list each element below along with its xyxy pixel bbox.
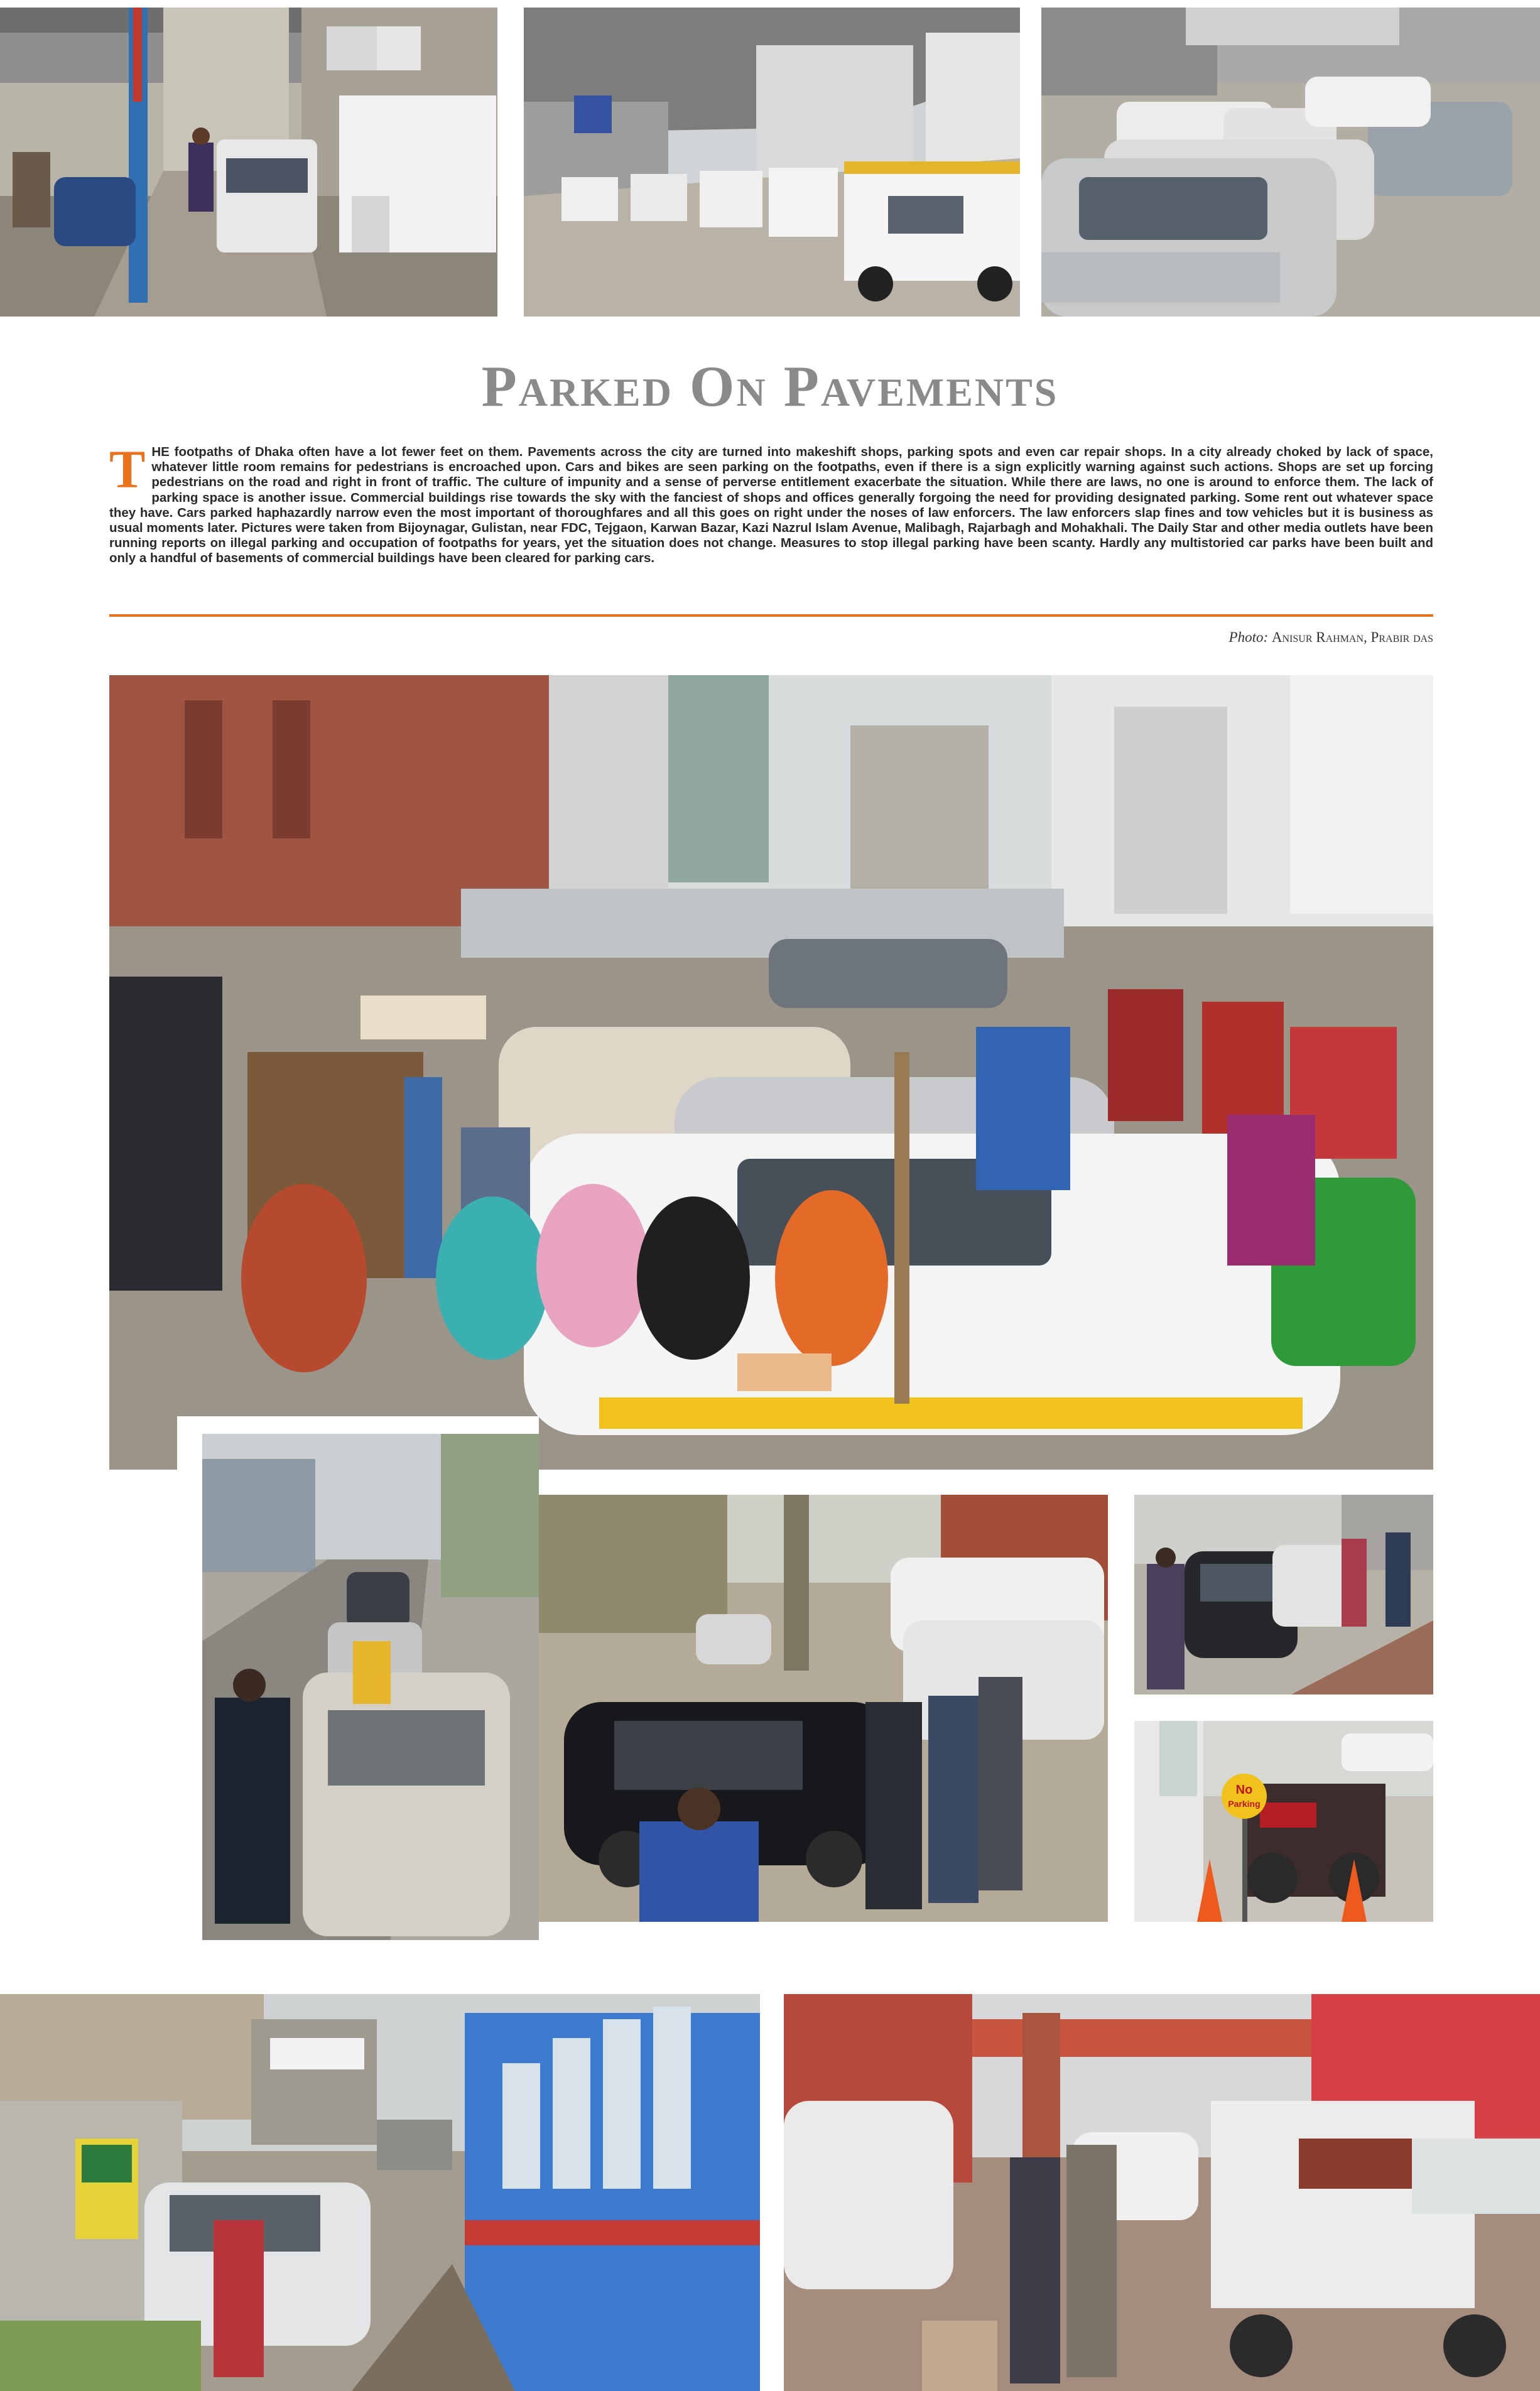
section-divider	[109, 614, 1433, 617]
photo-credit-label: Photo:	[1228, 629, 1269, 645]
photo-white-car-road	[177, 1416, 539, 1940]
drop-cap: T	[109, 439, 146, 499]
photo-black-sedan	[1134, 1495, 1433, 1694]
article-text: HE footpaths of Dhaka often have a lot fewer feet on them. Pavements across the city are turned into makeshift shops, parking spots and even car repair shops. In a city already choked by lack of space, whatever little room remains for pedestrians is encroached upon. Cars and bikes are seen parking on the footpaths, even if there is a sign explicitly warning against such actions. Shops are set up forcing pedestrians on the road and right in front of traffic. The culture of impunity and a sense of perverse entitlement exacerbate the situation. While there are laws, no one is around to enforce them. The lack of parking space is another issue. Commercial buildings rise towards the sky with the fanciest of shops and offices generally forgoing the need for providing designated parking. Some rent out whatever space they have. Cars parked haphazardly narrow even the most important of thoroughfares and all this goes on right under the noses of law enforcers. The law enforcers slap fines and tow vehicles but it is business as usual moments later. Pictures were taken from Bijoynagar, Gulistan, near FDC, Tejgaon, Karwan Bazar, Kazi Nazrul Islam Avenue, Malibagh, Rajarbagh and Mohakhali. The Daily Star and other media outlets have been running reports on illegal parking and occupation of footpaths for years, yet the situation does not change. Measures to stop illegal parking have been scanty. Hardly any multistoried car parks have been built and only a handful of basements of commercial buildings have been cleared for parking cars.	[109, 445, 1433, 566]
photo-top-center-flyover	[524, 8, 1020, 317]
photo-top-left-street	[0, 8, 497, 317]
photo-overbridge-pickup	[784, 1994, 1540, 2391]
photo-credit-names: Anisur Rahman, Prabir das	[1271, 629, 1433, 645]
photo-main-crowded-footpath	[109, 675, 1433, 1470]
photo-car-repair-buses	[0, 1994, 760, 2391]
no-parking-sign-line1: No	[1235, 1783, 1253, 1797]
page-title: Parked On Pavements	[481, 354, 1059, 418]
photo-credit	[109, 629, 1433, 646]
no-parking-sign-line2: Parking	[1228, 1799, 1261, 1809]
photo-no-parking-motorbikes	[1134, 1721, 1433, 1922]
photo-top-right-parked-cars	[1041, 8, 1540, 317]
article-body	[109, 439, 1433, 567]
photo-black-car-footpath	[539, 1495, 1108, 1922]
